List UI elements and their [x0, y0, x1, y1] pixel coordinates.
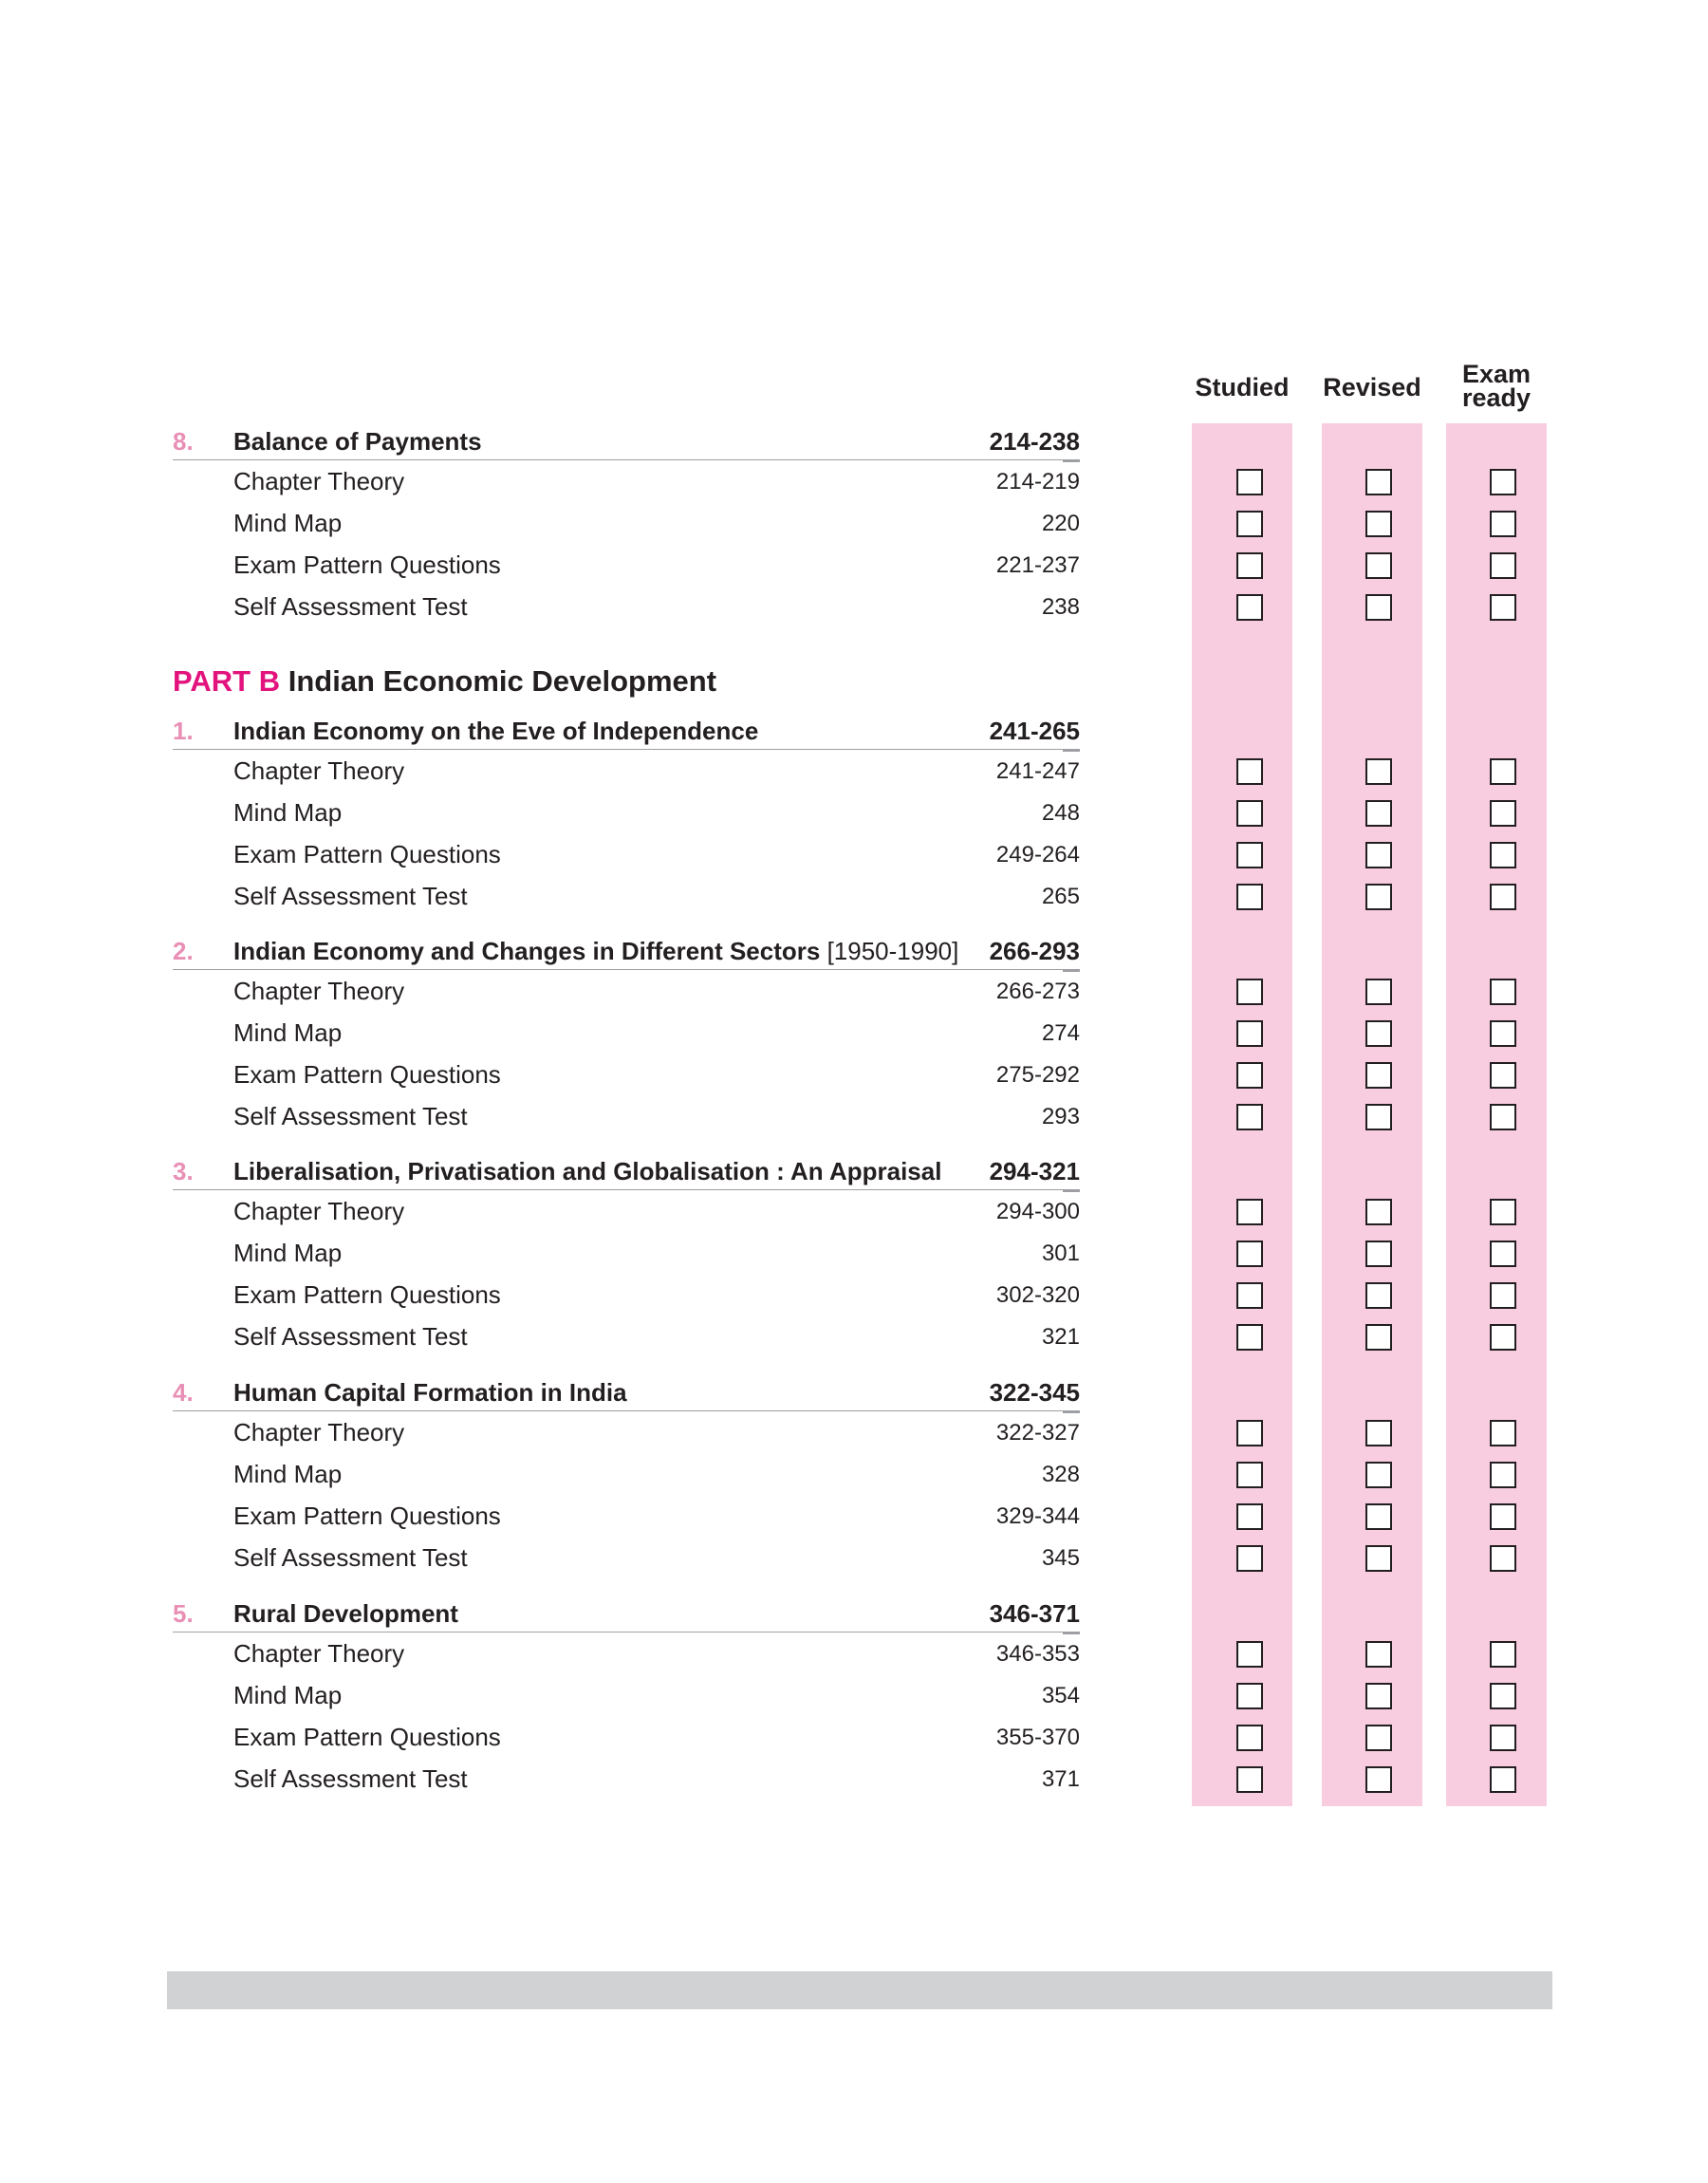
- exam-ready-checkbox[interactable]: [1490, 979, 1516, 1005]
- chapter-divider-tick: [1063, 1189, 1080, 1192]
- studied-checkbox[interactable]: [1236, 552, 1263, 579]
- chapter-title-suffix: [1950-1990]: [826, 937, 959, 965]
- section-label: Mind Map: [233, 1460, 343, 1488]
- section-label: Self Assessment Test: [233, 1322, 468, 1351]
- section-label: Chapter Theory: [233, 977, 405, 1005]
- exam-ready-checkbox[interactable]: [1490, 1199, 1516, 1225]
- studied-checkbox[interactable]: [1236, 594, 1263, 621]
- section-pages: 238: [1041, 594, 1080, 620]
- section-row-mind-map: [173, 1018, 1080, 1056]
- section-row-self-test: [173, 1102, 1080, 1140]
- section-row-exam-questions: [173, 1280, 1080, 1318]
- section-label: Chapter Theory: [233, 756, 405, 785]
- chapter-number: 3.: [173, 1157, 194, 1185]
- revised-checkbox[interactable]: [1365, 469, 1392, 495]
- chapter-title-text: Human Capital Formation in India: [233, 1378, 627, 1407]
- section-pages: 221-237: [995, 552, 1080, 578]
- exam-ready-checkbox[interactable]: [1490, 1282, 1516, 1309]
- exam-ready-checkbox[interactable]: [1490, 884, 1516, 910]
- revised-checkbox[interactable]: [1365, 1062, 1392, 1089]
- section-pages: 293: [1041, 1104, 1080, 1129]
- chapter-number: 8.: [173, 427, 194, 456]
- exam-ready-checkbox[interactable]: [1490, 511, 1516, 537]
- revised-checkbox[interactable]: [1365, 1725, 1392, 1751]
- chapter-pages: 346-371: [989, 1599, 1080, 1628]
- section-row-mind-map: [173, 798, 1080, 836]
- exam-ready-checkbox[interactable]: [1490, 1683, 1516, 1709]
- revised-checkbox[interactable]: [1365, 1420, 1392, 1446]
- section-row-theory: [173, 1639, 1080, 1677]
- chapter-divider: [173, 1410, 1080, 1411]
- studied-checkbox[interactable]: [1236, 469, 1263, 495]
- studied-column-header: Studied: [1195, 373, 1290, 401]
- chapter-divider: [173, 1189, 1080, 1190]
- section-pages: 345: [1041, 1545, 1080, 1571]
- studied-checkbox[interactable]: [1236, 1199, 1263, 1225]
- studied-checkbox[interactable]: [1236, 1462, 1263, 1488]
- section-label: Self Assessment Test: [233, 1543, 468, 1572]
- section-row-exam-questions: [173, 1060, 1080, 1098]
- section-label: Chapter Theory: [233, 467, 405, 495]
- footer-bar: [167, 1971, 1552, 2009]
- chapter-title-text: Indian Economy and Changes in Different Sectors: [233, 937, 821, 965]
- studied-checkbox[interactable]: [1236, 1062, 1263, 1089]
- section-pages: 241-247: [995, 758, 1080, 784]
- studied-checkbox[interactable]: [1236, 1020, 1263, 1047]
- section-row-exam-questions: [173, 550, 1080, 588]
- revised-checkbox[interactable]: [1365, 1241, 1392, 1267]
- studied-checkbox[interactable]: [1236, 979, 1263, 1005]
- section-row-exam-questions: [173, 1502, 1080, 1539]
- section-label: Self Assessment Test: [233, 592, 468, 621]
- revised-checkbox[interactable]: [1365, 1282, 1392, 1309]
- revised-checkbox[interactable]: [1365, 594, 1392, 621]
- section-label: Chapter Theory: [233, 1197, 405, 1225]
- chapter-title-text: Indian Economy on the Eve of Independence: [233, 717, 759, 745]
- studied-checkbox[interactable]: [1236, 884, 1263, 910]
- exam-ready-checkbox[interactable]: [1490, 1641, 1516, 1668]
- studied-checkbox[interactable]: [1236, 511, 1263, 537]
- section-pages: 328: [1041, 1462, 1080, 1487]
- section-row-mind-map: [173, 1681, 1080, 1719]
- section-label: Exam Pattern Questions: [233, 840, 501, 868]
- revised-checkbox[interactable]: [1365, 1199, 1392, 1225]
- chapter-number: 4.: [173, 1378, 194, 1407]
- section-pages: 265: [1041, 884, 1080, 909]
- section-label: Mind Map: [233, 1239, 343, 1267]
- revised-checkbox[interactable]: [1365, 1545, 1392, 1572]
- revised-checkbox[interactable]: [1365, 1324, 1392, 1351]
- chapter-title-text: Rural Development: [233, 1599, 458, 1628]
- section-label: Mind Map: [233, 509, 343, 537]
- chapter-divider-tick: [1063, 749, 1080, 752]
- chapter-title: [233, 937, 958, 966]
- revised-checkbox[interactable]: [1365, 979, 1392, 1005]
- part-b-heading: [173, 664, 716, 699]
- revised-checkbox[interactable]: [1365, 1462, 1392, 1488]
- section-label: Mind Map: [233, 798, 343, 827]
- section-row-self-test: [173, 1543, 1080, 1581]
- chapter-title: [233, 717, 758, 746]
- exam-ready-checkbox[interactable]: [1490, 1462, 1516, 1488]
- section-row-mind-map: [173, 1460, 1080, 1498]
- section-pages: 220: [1041, 511, 1080, 536]
- revised-checkbox[interactable]: [1365, 1641, 1392, 1668]
- section-label: Exam Pattern Questions: [233, 550, 501, 579]
- exam-ready-checkbox[interactable]: [1490, 1241, 1516, 1267]
- section-pages: 274: [1041, 1020, 1080, 1046]
- section-label: Mind Map: [233, 1681, 343, 1709]
- chapter-title-text: Liberalisation, Privatisation and Globalisation : An Appraisal: [233, 1157, 942, 1185]
- section-label: Self Assessment Test: [233, 882, 468, 910]
- chapter-title: [233, 427, 482, 457]
- section-pages: 275-292: [995, 1062, 1080, 1088]
- exam-ready-checkbox[interactable]: [1490, 1062, 1516, 1089]
- studied-checkbox[interactable]: [1236, 1420, 1263, 1446]
- section-row-theory: [173, 977, 1080, 1015]
- exam-ready-checkbox[interactable]: [1490, 800, 1516, 827]
- exam-ready-checkbox[interactable]: [1490, 1725, 1516, 1751]
- section-row-theory: [173, 756, 1080, 794]
- studied-checkbox[interactable]: [1236, 800, 1263, 827]
- revised-checkbox[interactable]: [1365, 884, 1392, 910]
- chapter-pages: 266-293: [989, 937, 1080, 965]
- chapter-pages: 241-265: [989, 717, 1080, 745]
- exam-ready-checkbox[interactable]: [1490, 1104, 1516, 1130]
- section-row-mind-map: [173, 509, 1080, 547]
- studied-checkbox[interactable]: [1236, 1641, 1263, 1668]
- exam-ready-checkbox[interactable]: [1490, 1420, 1516, 1446]
- section-label: Exam Pattern Questions: [233, 1723, 501, 1751]
- section-pages: 214-219: [995, 469, 1080, 494]
- studied-checkbox[interactable]: [1236, 1766, 1263, 1793]
- part-b-label: PART B: [173, 664, 281, 698]
- revised-checkbox[interactable]: [1365, 1104, 1392, 1130]
- section-pages: 354: [1041, 1683, 1080, 1708]
- exam-ready-checkbox[interactable]: [1490, 758, 1516, 785]
- chapter-number: 2.: [173, 937, 194, 965]
- section-label: Exam Pattern Questions: [233, 1502, 501, 1530]
- section-pages: 248: [1041, 800, 1080, 826]
- section-pages: 355-370: [995, 1725, 1080, 1750]
- revised-column-header: Revised: [1323, 373, 1421, 401]
- section-pages: 321: [1041, 1324, 1080, 1350]
- section-row-theory: [173, 1197, 1080, 1235]
- section-pages: 302-320: [995, 1282, 1080, 1308]
- chapter-pages: 322-345: [989, 1378, 1080, 1407]
- exam-ready-checkbox[interactable]: [1490, 1503, 1516, 1530]
- exam-ready-checkbox[interactable]: [1490, 1020, 1516, 1047]
- section-label: Exam Pattern Questions: [233, 1280, 501, 1309]
- studied-checkbox[interactable]: [1236, 758, 1263, 785]
- chapter-title: [233, 1599, 458, 1629]
- section-pages: 294-300: [995, 1199, 1080, 1224]
- studied-checkbox[interactable]: [1236, 1683, 1263, 1709]
- studied-checkbox[interactable]: [1236, 1545, 1263, 1572]
- section-label: Self Assessment Test: [233, 1764, 468, 1793]
- revised-checkbox[interactable]: [1365, 758, 1392, 785]
- section-label: Mind Map: [233, 1018, 343, 1047]
- section-row-self-test: [173, 592, 1080, 630]
- studied-checkbox[interactable]: [1236, 1503, 1263, 1530]
- chapter-divider-tick: [1063, 1632, 1080, 1634]
- studied-checkbox[interactable]: [1236, 1241, 1263, 1267]
- chapter-title: [233, 1378, 627, 1408]
- section-pages: 329-344: [995, 1503, 1080, 1529]
- chapter-divider: [173, 749, 1080, 750]
- chapter-divider-tick: [1063, 459, 1080, 462]
- chapter-pages: 214-238: [989, 427, 1080, 456]
- section-row-self-test: [173, 1764, 1080, 1802]
- section-label: Self Assessment Test: [233, 1102, 468, 1130]
- studied-checkbox[interactable]: [1236, 1725, 1263, 1751]
- section-row-self-test: [173, 1322, 1080, 1360]
- exam-ready-header-line2: ready: [1461, 383, 1532, 412]
- exam-ready-column-header: [1425, 360, 1568, 412]
- revised-checkbox[interactable]: [1365, 842, 1392, 868]
- section-row-mind-map: [173, 1239, 1080, 1277]
- chapter-divider: [173, 459, 1080, 460]
- section-pages: 301: [1041, 1241, 1080, 1266]
- exam-ready-checkbox[interactable]: [1490, 1545, 1516, 1572]
- exam-ready-checkbox[interactable]: [1490, 594, 1516, 621]
- studied-checkbox[interactable]: [1236, 1324, 1263, 1351]
- section-label: Exam Pattern Questions: [233, 1060, 501, 1089]
- revised-checkbox[interactable]: [1365, 1020, 1392, 1047]
- studied-checkbox[interactable]: [1236, 842, 1263, 868]
- section-pages: 249-264: [995, 842, 1080, 868]
- exam-ready-checkbox[interactable]: [1490, 1766, 1516, 1793]
- chapter-divider: [173, 1632, 1080, 1633]
- chapter-number: 5.: [173, 1599, 194, 1628]
- revised-checkbox[interactable]: [1365, 511, 1392, 537]
- chapter-divider-tick: [1063, 1410, 1080, 1413]
- chapter-divider-tick: [1063, 969, 1080, 972]
- chapter-divider: [173, 969, 1080, 970]
- chapter-title-text: Balance of Payments: [233, 427, 482, 456]
- chapter-number: 1.: [173, 717, 194, 745]
- exam-ready-header-line1: Exam: [1461, 360, 1532, 388]
- chapter-title: [233, 1157, 941, 1186]
- section-pages: 322-327: [995, 1420, 1080, 1446]
- section-label: Chapter Theory: [233, 1418, 405, 1446]
- revised-checkbox[interactable]: [1365, 1766, 1392, 1793]
- revised-checkbox[interactable]: [1365, 1683, 1392, 1709]
- section-row-theory: [173, 1418, 1080, 1456]
- section-pages: 266-273: [995, 979, 1080, 1004]
- section-row-exam-questions: [173, 840, 1080, 878]
- revised-checkbox[interactable]: [1365, 1503, 1392, 1530]
- exam-ready-checkbox[interactable]: [1490, 1324, 1516, 1351]
- chapter-pages: 294-321: [989, 1157, 1080, 1185]
- exam-ready-checkbox[interactable]: [1490, 552, 1516, 579]
- section-label: Chapter Theory: [233, 1639, 405, 1668]
- exam-ready-checkbox[interactable]: [1490, 469, 1516, 495]
- section-row-theory: [173, 467, 1080, 505]
- studied-checkbox[interactable]: [1236, 1104, 1263, 1130]
- section-row-exam-questions: [173, 1723, 1080, 1761]
- exam-ready-checkbox[interactable]: [1490, 842, 1516, 868]
- revised-checkbox[interactable]: [1365, 552, 1392, 579]
- studied-checkbox[interactable]: [1236, 1282, 1263, 1309]
- section-pages: 371: [1041, 1766, 1080, 1792]
- revised-checkbox[interactable]: [1365, 800, 1392, 827]
- section-row-self-test: [173, 882, 1080, 920]
- part-b-title: Indian Economic Development: [288, 664, 717, 698]
- section-pages: 346-353: [995, 1641, 1080, 1667]
